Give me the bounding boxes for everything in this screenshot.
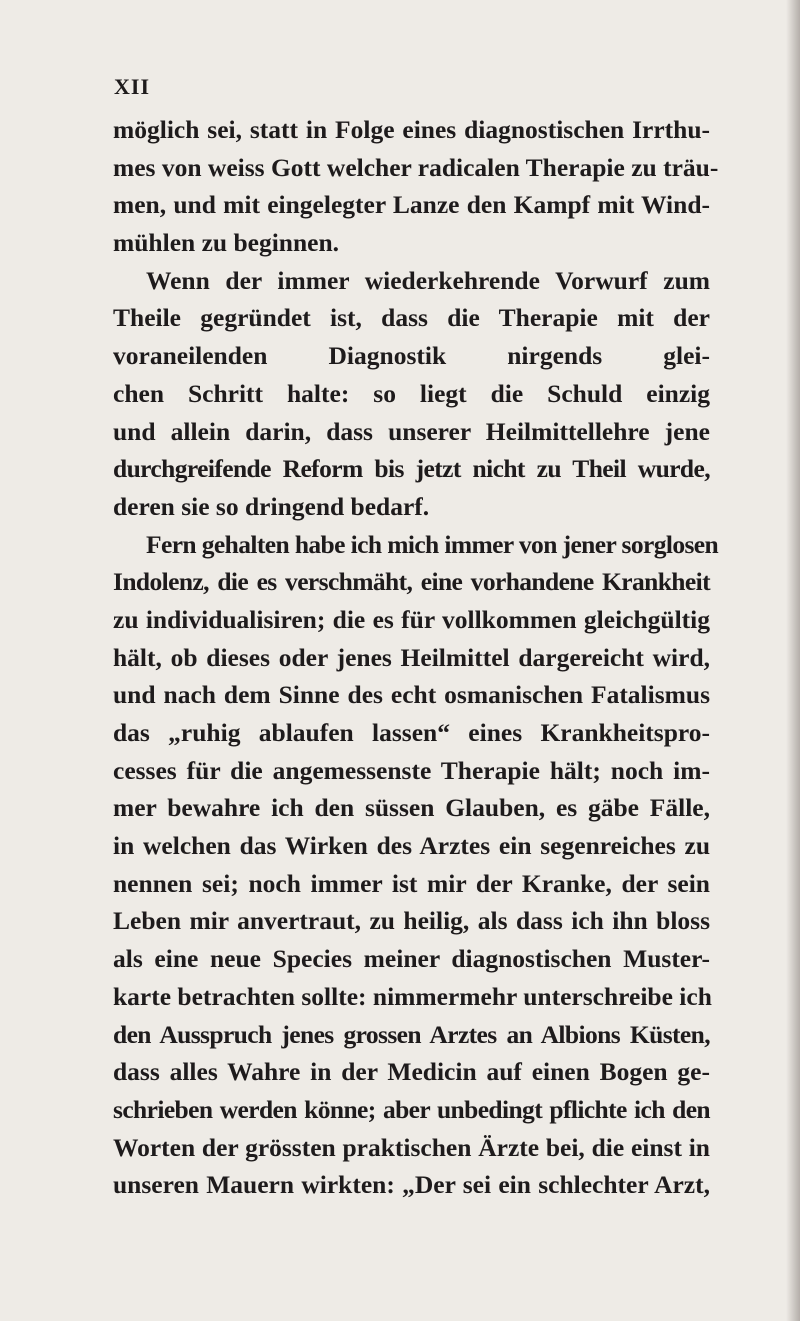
text-line: den Ausspruch jenes grossen Arztes an Albions Küsten, xyxy=(113,1019,710,1049)
text-line: zu individualisiren; die es für vollkommen gleichgültig xyxy=(113,604,710,634)
text-line: voraneilenden Diagnostik nirgends glei- xyxy=(113,341,710,371)
text-line: und nach dem Sinne des echt osmanischen Fatalismus xyxy=(113,680,710,710)
text-line: und allein darin, dass unserer Heilmittellehre jene xyxy=(113,416,710,446)
text-line: men, und mit eingelegter Lanze den Kampf mit Wind- xyxy=(113,190,710,220)
text-line: karte betrachten sollte: nimmermehr unterschreibe ich xyxy=(113,981,712,1011)
text-line: das „ruhig ablaufen lassen“ eines Krankheitspro- xyxy=(113,718,710,747)
text-line: unseren Mauern wirkten: „Der sei ein schlechter Arzt, xyxy=(113,1170,710,1200)
text-line: Worten der grössten praktischen Ärzte bei, die einst in xyxy=(113,1132,710,1162)
text-line: cesses für die angemessenste Therapie hält; noch im- xyxy=(113,755,710,785)
text-line: durchgreifende Reform bis jetzt nicht zu Theil wurde, xyxy=(113,454,710,484)
text-line: dass alles Wahre in der Medicin auf einen Bogen ge- xyxy=(113,1057,710,1087)
text-line: als eine neue Species meiner diagnostischen Muster- xyxy=(113,944,710,974)
text-line: deren sie so dringend bedarf. xyxy=(113,491,430,521)
text-line: schrieben werden könne; aber unbedingt pflichte ich den xyxy=(113,1094,710,1124)
text-line: hält, ob dieses oder jenes Heilmittel dargereicht wird, xyxy=(113,642,710,672)
body-text xyxy=(113,111,719,1204)
text-line: mer bewahre ich den süssen Glauben, es gäbe Fälle, xyxy=(113,793,710,823)
text-line: mes von weiss Gott welcher radicalen Therapie zu träu- xyxy=(113,152,719,182)
page-number: XII xyxy=(114,74,151,99)
text-line: chen Schritt halte: so liegt die Schuld einzig xyxy=(113,378,710,408)
text-line: Leben mir anvertraut, zu heilig, als dass ich ihn bloss xyxy=(113,906,710,936)
text-line: Wenn der immer wiederkehrende Vorwurf zum xyxy=(146,265,710,295)
text-line: Fern gehalten habe ich mich immer von jener sorglosen xyxy=(146,529,719,559)
text-line: mühlen zu beginnen. xyxy=(113,228,340,258)
text-line: Indolenz, die es verschmäht, eine vorhandene Krankheit xyxy=(113,567,710,597)
text-line: Theile gegründet ist, dass die Therapie mit der xyxy=(113,303,710,333)
page-edge-shadow xyxy=(786,0,800,1321)
text-line: nennen sei; noch immer ist mir der Kranke, der sein xyxy=(113,868,710,898)
text-line: möglich sei, statt in Folge eines diagnostischen Irrthu- xyxy=(113,115,710,144)
text-line: in welchen das Wirken des Arztes ein segenreiches zu xyxy=(113,831,710,861)
